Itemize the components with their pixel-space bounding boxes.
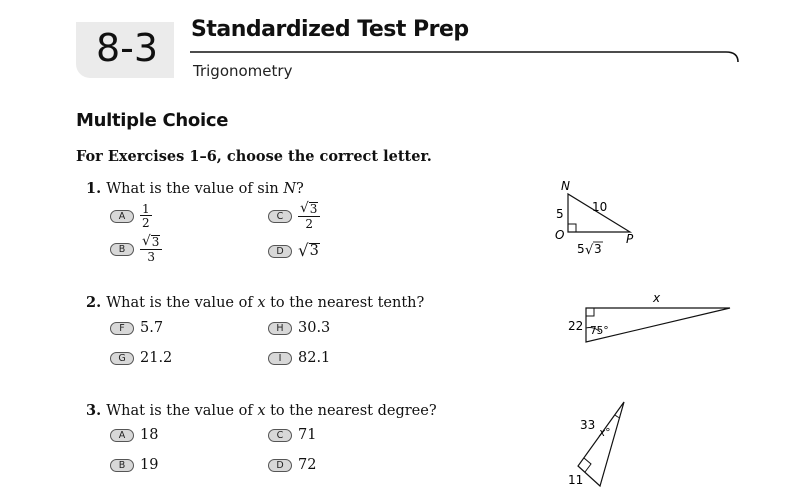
question-number: 1. [86,180,102,197]
answer-bubble[interactable]: H [268,322,292,335]
side-label-x: x [653,291,661,305]
answer-bubble[interactable]: F [110,322,134,335]
choice-c[interactable] [268,424,316,446]
triangle-figure-3 [560,396,640,496]
answer-bubble[interactable]: A [110,210,134,223]
choice-value: 30.3 [298,320,331,336]
square-root-symbol: √ 3 [142,233,160,250]
choice-value: 82.1 [298,350,331,366]
question-3 [86,400,437,419]
side-label-leg: 22 [568,319,584,333]
instructions: For Exercises 1–6, choose the correct letter. [76,148,432,165]
lesson-number: 8-3 [96,26,159,70]
question-text: What is the value of x to the nearest tenth? [106,295,425,311]
answer-bubble[interactable]: C [268,210,292,223]
question-text: What is the value of x to the nearest degree? [106,403,437,419]
choice-a[interactable] [110,424,158,446]
choice-d[interactable] [268,454,316,476]
fraction: √ 3 2 [298,202,320,230]
side-label-hypotenuse: 10 [592,200,608,214]
square-root-value: √ 3 [298,240,319,260]
side-label-base-radicand: 3 [594,242,602,256]
square-root-symbol: √ 3 [300,200,318,217]
choice-b[interactable] [110,233,162,264]
choice-value: 19 [140,457,159,473]
side-label-leg: 5 [556,207,564,221]
choice-g[interactable] [110,347,172,369]
choice-value: 71 [298,427,317,443]
question-2 [86,292,424,311]
answer-bubble[interactable]: A [110,429,134,442]
answer-bubble[interactable]: I [268,352,292,365]
section-heading: Multiple Choice [76,110,229,131]
vertex-o: O [555,228,565,242]
choice-a[interactable] [110,202,152,230]
answer-bubble[interactable]: B [110,459,134,472]
angle-label: 75° [590,325,609,337]
question-text: What is the value of sin N? [106,181,304,197]
choice-b[interactable] [110,454,158,476]
side-label-leg: 11 [568,473,584,487]
side-label-base-radical: √ [585,243,594,258]
answer-bubble[interactable]: B [110,243,134,256]
choice-h[interactable] [268,317,330,339]
angle-label: x° [599,427,611,439]
vertex-n: N [561,179,570,193]
answer-bubble[interactable]: C [268,429,292,442]
header-rule [0,0,800,90]
fraction: $\frac{1}{2}$ [142,202,150,230]
choice-f[interactable] [110,317,163,339]
choice-value: 5.7 [140,320,164,336]
vertex-p: P [626,232,634,246]
answer-bubble[interactable]: G [110,352,134,365]
triangle-figure-1 [520,176,650,258]
choice-value: 18 [140,427,159,443]
triangle-figure-2 [560,288,740,348]
page-title: Standardized Test Prep [191,17,469,42]
side-label-base-coef: 5 [577,242,585,256]
choice-d[interactable] [268,240,320,262]
choice-value: 72 [298,457,317,473]
side-label-hypotenuse: 33 [580,418,596,432]
page-subtitle: Trigonometry [193,62,293,80]
fraction: √ 3 3 [140,235,162,263]
choice-c[interactable] [268,200,320,231]
answer-bubble[interactable]: D [268,245,292,258]
answer-bubble[interactable]: D [268,459,292,472]
question-number: 2. [86,294,102,311]
question-number: 3. [86,402,102,419]
choice-i[interactable] [268,347,330,369]
choice-value: 21.2 [140,350,173,366]
question-1 [86,178,304,197]
